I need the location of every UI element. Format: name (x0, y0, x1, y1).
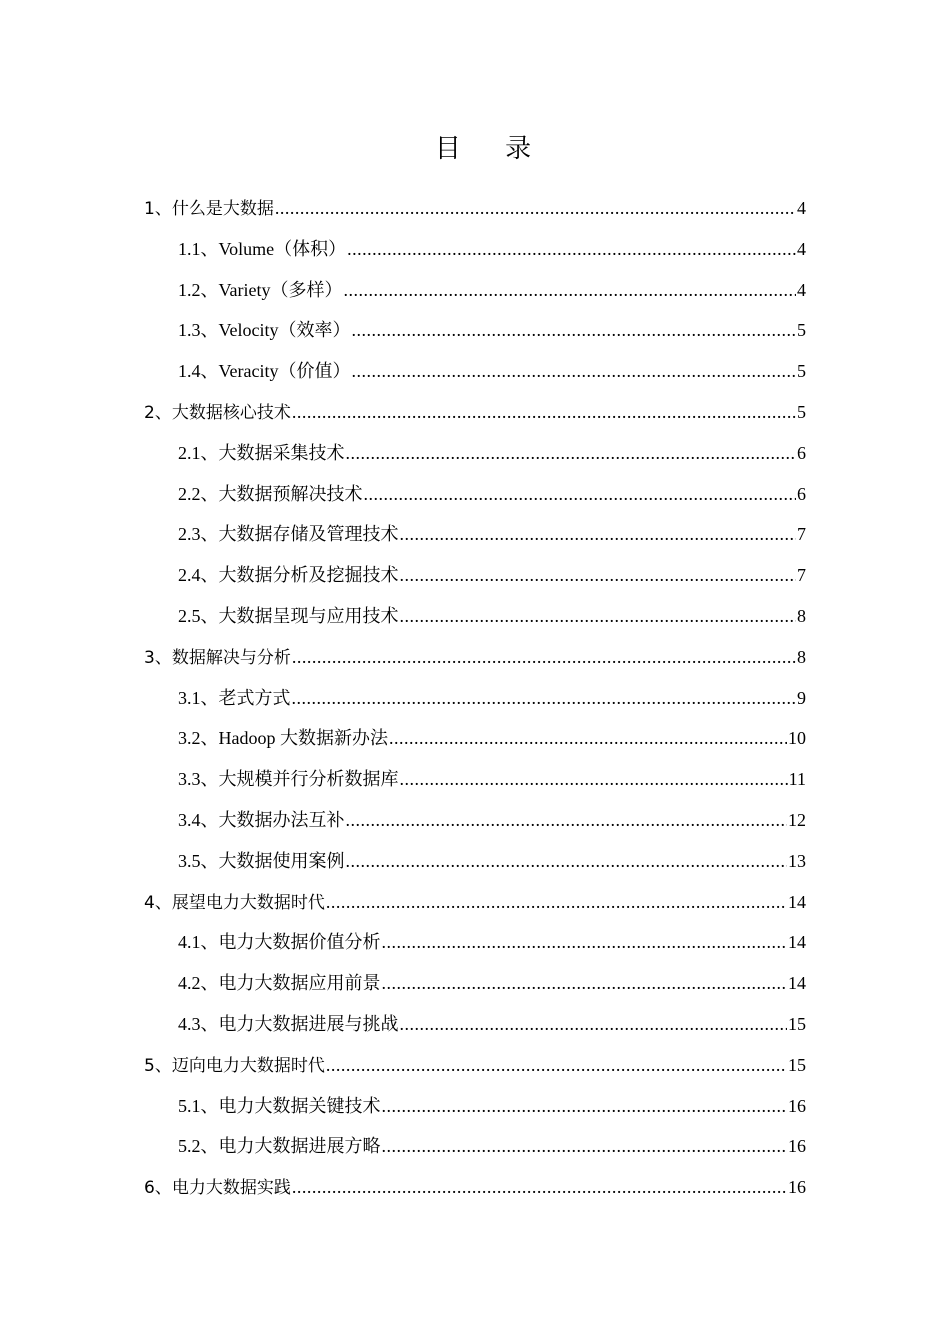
toc-entry[interactable] (144, 229, 806, 270)
toc-dot-leader (326, 882, 787, 922)
toc-dot-leader (382, 963, 788, 1003)
toc-entry[interactable] (144, 1126, 806, 1167)
toc-entry-page-number: 8 (797, 605, 806, 626)
toc-entry[interactable] (144, 963, 806, 1004)
toc-entry-label: 3.1、老式方式 (178, 687, 291, 708)
toc-dot-leader (382, 922, 788, 962)
toc-dot-leader (292, 392, 796, 432)
toc-entry-page-number: 4 (797, 198, 806, 218)
toc-dot-leader (292, 678, 797, 718)
toc-entry[interactable] (144, 351, 806, 392)
toc-entry[interactable] (144, 637, 806, 678)
toc-entry[interactable] (144, 392, 806, 433)
toc-dot-leader (352, 310, 797, 350)
toc-list (144, 188, 806, 1208)
toc-dot-leader (346, 433, 797, 473)
toc-dot-leader (275, 188, 796, 228)
toc-entry[interactable] (144, 678, 806, 719)
toc-entry-label: 3、数据解决与分析 (144, 647, 291, 668)
toc-entry[interactable] (144, 555, 806, 596)
toc-entry[interactable] (144, 1167, 806, 1208)
toc-entry-label: 4.3、电力大数据进展与挑战 (178, 1013, 399, 1034)
toc-entry-page-number: 6 (797, 483, 806, 504)
toc-entry[interactable] (144, 270, 806, 311)
toc-entry-label: 2.1、大数据采集技术 (178, 442, 345, 463)
toc-dot-leader (389, 718, 787, 758)
toc-entry-label: 2.4、大数据分析及挖掘技术 (178, 565, 399, 586)
toc-entry[interactable] (144, 882, 806, 923)
toc-entry-page-number: 15 (788, 1054, 806, 1075)
toc-dot-leader (382, 1086, 788, 1126)
toc-dot-leader (326, 1045, 787, 1085)
toc-title: 目 录 (434, 134, 550, 164)
toc-entry-label: 3.3、大规模并行分析数据库 (178, 769, 399, 790)
toc-entry[interactable] (144, 759, 806, 800)
toc-entry-page-number: 8 (797, 646, 806, 667)
toc-entry-label: 5.2、电力大数据进展方略 (178, 1136, 381, 1157)
toc-entry[interactable] (144, 188, 806, 229)
toc-entry-label: 1、什么是大数据 (144, 199, 274, 219)
toc-entry-label: 2、大数据核心技术 (144, 402, 291, 423)
toc-entry[interactable] (144, 1004, 806, 1045)
toc-dot-leader (400, 514, 797, 554)
toc-entry-label: 2.3、大数据存储及管理技术 (178, 524, 399, 545)
toc-entry[interactable] (144, 596, 806, 637)
toc-entry[interactable] (144, 718, 806, 759)
toc-entry-page-number: 16 (788, 1095, 806, 1116)
toc-entry-page-number: 13 (788, 850, 806, 871)
toc-entry-page-number: 11 (788, 769, 806, 790)
toc-dot-leader (347, 229, 796, 269)
toc-entry-page-number: 10 (788, 728, 806, 749)
toc-dot-leader (400, 596, 797, 636)
toc-entry[interactable] (144, 922, 806, 963)
toc-entry-label: 4、展望电力大数据时代 (144, 892, 325, 913)
toc-dot-leader (400, 555, 797, 595)
toc-dot-leader (346, 800, 788, 840)
toc-entry-label: 3.4、大数据办法互补 (178, 809, 345, 830)
toc-entry-label: 1.4、Veracity（价值） (178, 361, 351, 382)
toc-entry-page-number: 5 (797, 401, 806, 422)
toc-entry[interactable] (144, 800, 806, 841)
toc-entry-page-number: 7 (797, 565, 806, 586)
toc-dot-leader (400, 1004, 788, 1044)
toc-dot-leader (400, 759, 788, 799)
toc-dot-leader (346, 841, 788, 881)
toc-entry-page-number: 9 (797, 687, 806, 708)
toc-entry[interactable] (144, 841, 806, 882)
toc-entry[interactable] (144, 514, 806, 555)
toc-dot-leader (364, 474, 797, 514)
toc-entry[interactable] (144, 1086, 806, 1127)
toc-entry-page-number: 4 (797, 279, 806, 300)
toc-entry-page-number: 5 (797, 320, 806, 341)
toc-entry-page-number: 14 (788, 891, 806, 912)
toc-entry[interactable] (144, 433, 806, 474)
toc-entry-label: 6、电力大数据实践 (144, 1178, 291, 1199)
toc-entry-page-number: 6 (797, 442, 806, 463)
toc-entry-label: 2.5、大数据呈现与应用技术 (178, 605, 399, 626)
toc-entry-page-number: 12 (788, 809, 806, 830)
toc-entry-label: 4.2、电力大数据应用前景 (178, 973, 381, 994)
toc-entry-label: 5、迈向电力大数据时代 (144, 1055, 325, 1076)
toc-entry-page-number: 7 (797, 524, 806, 545)
toc-entry-label: 1.3、Velocity（效率） (178, 320, 351, 341)
toc-entry-page-number: 15 (788, 1013, 806, 1034)
toc-dot-leader (382, 1126, 788, 1166)
toc-dot-leader (292, 1167, 787, 1207)
toc-entry-page-number: 16 (788, 1177, 806, 1198)
toc-entry-label: 3.2、Hadoop 大数据新办法 (178, 728, 388, 749)
toc-entry-page-number: 16 (788, 1136, 806, 1157)
toc-entry-label: 4.1、电力大数据价值分析 (178, 932, 381, 953)
toc-entry-page-number: 5 (797, 361, 806, 382)
toc-entry-label: 2.2、大数据预解决技术 (178, 483, 363, 504)
toc-entry-page-number: 14 (788, 932, 806, 953)
toc-dot-leader (292, 637, 796, 677)
toc-entry[interactable] (144, 310, 806, 351)
toc-entry-label: 1.2、Variety（多样） (178, 279, 343, 300)
toc-entry-page-number: 4 (797, 238, 806, 259)
toc-entry[interactable] (144, 1045, 806, 1086)
toc-dot-leader (351, 351, 796, 391)
toc-entry-label: 3.5、大数据使用案例 (178, 850, 345, 871)
toc-entry-label: 1.1、Volume（体积） (178, 238, 347, 259)
toc-entry-page-number: 14 (788, 973, 806, 994)
toc-entry-label: 5.1、电力大数据关键技术 (178, 1095, 381, 1116)
toc-dot-leader (343, 270, 796, 310)
toc-entry[interactable] (144, 474, 806, 515)
